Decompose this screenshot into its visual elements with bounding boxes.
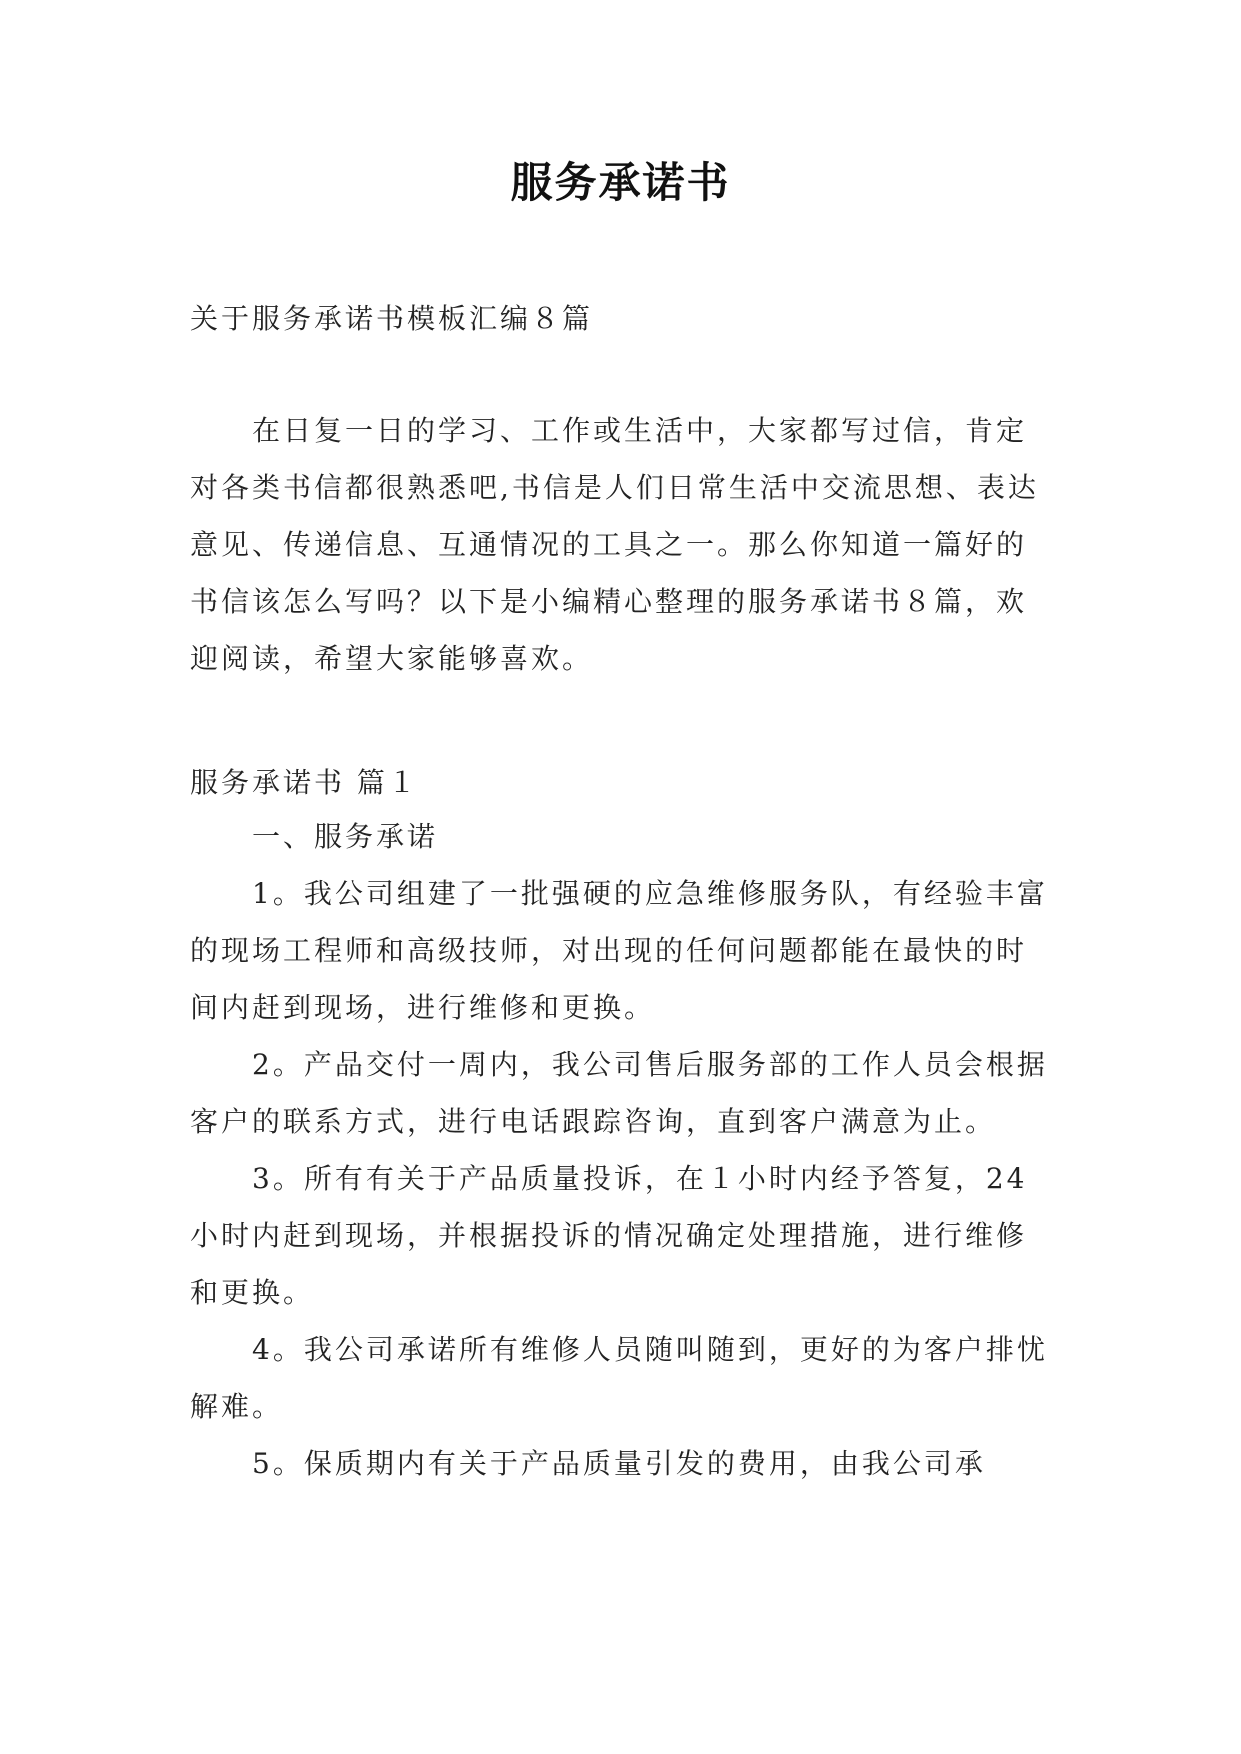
section-body [190,808,1052,1492]
section-heading: 服务承诺书 篇１ [190,766,419,799]
promise-item-1: 1。我公司组建了一批强硬的应急维修服务队，有经验丰富的现场工程师和高级技师，对出现的任何问题都能在最快的时间内赶到现场，进行维修和更换。 [190,877,1048,1024]
promise-item-5: 5。保质期内有关于产品质量引发的费用，由我公司承 [252,1447,986,1480]
promise-item-2: 2。产品交付一周内，我公司售后服务部的工作人员会根据客户的联系方式，进行电话跟踪咨询，直到客户满意为止。 [190,1048,1048,1138]
promise-item-3: 3。所有有关于产品质量投诉，在１小时内经予答复，24小时内赶到现场，并根据投诉的情况确定处理措施，进行维修和更换。 [190,1162,1028,1309]
promise-item-4: 4。我公司承诺所有维修人员随叫随到，更好的为客户排忧解难。 [190,1333,1048,1423]
document-subtitle: 关于服务承诺书模板汇编８篇 [190,302,594,335]
section-subheading: 一、服务承诺 [252,820,439,853]
document-title: 服务承诺书 [510,158,731,207]
intro-paragraph: 在日复一日的学习、工作或生活中，大家都写过信，肯定对各类书信都很熟悉吧,书信是人们日常生活中交流思想、表达意见、传递信息、互通情况的工具之一。那么你知道一篇好的书信该怎么写吗？以下是小编精心整理的服务承诺书８篇，欢迎阅读，希望大家能够喜欢。 [190,414,1039,675]
